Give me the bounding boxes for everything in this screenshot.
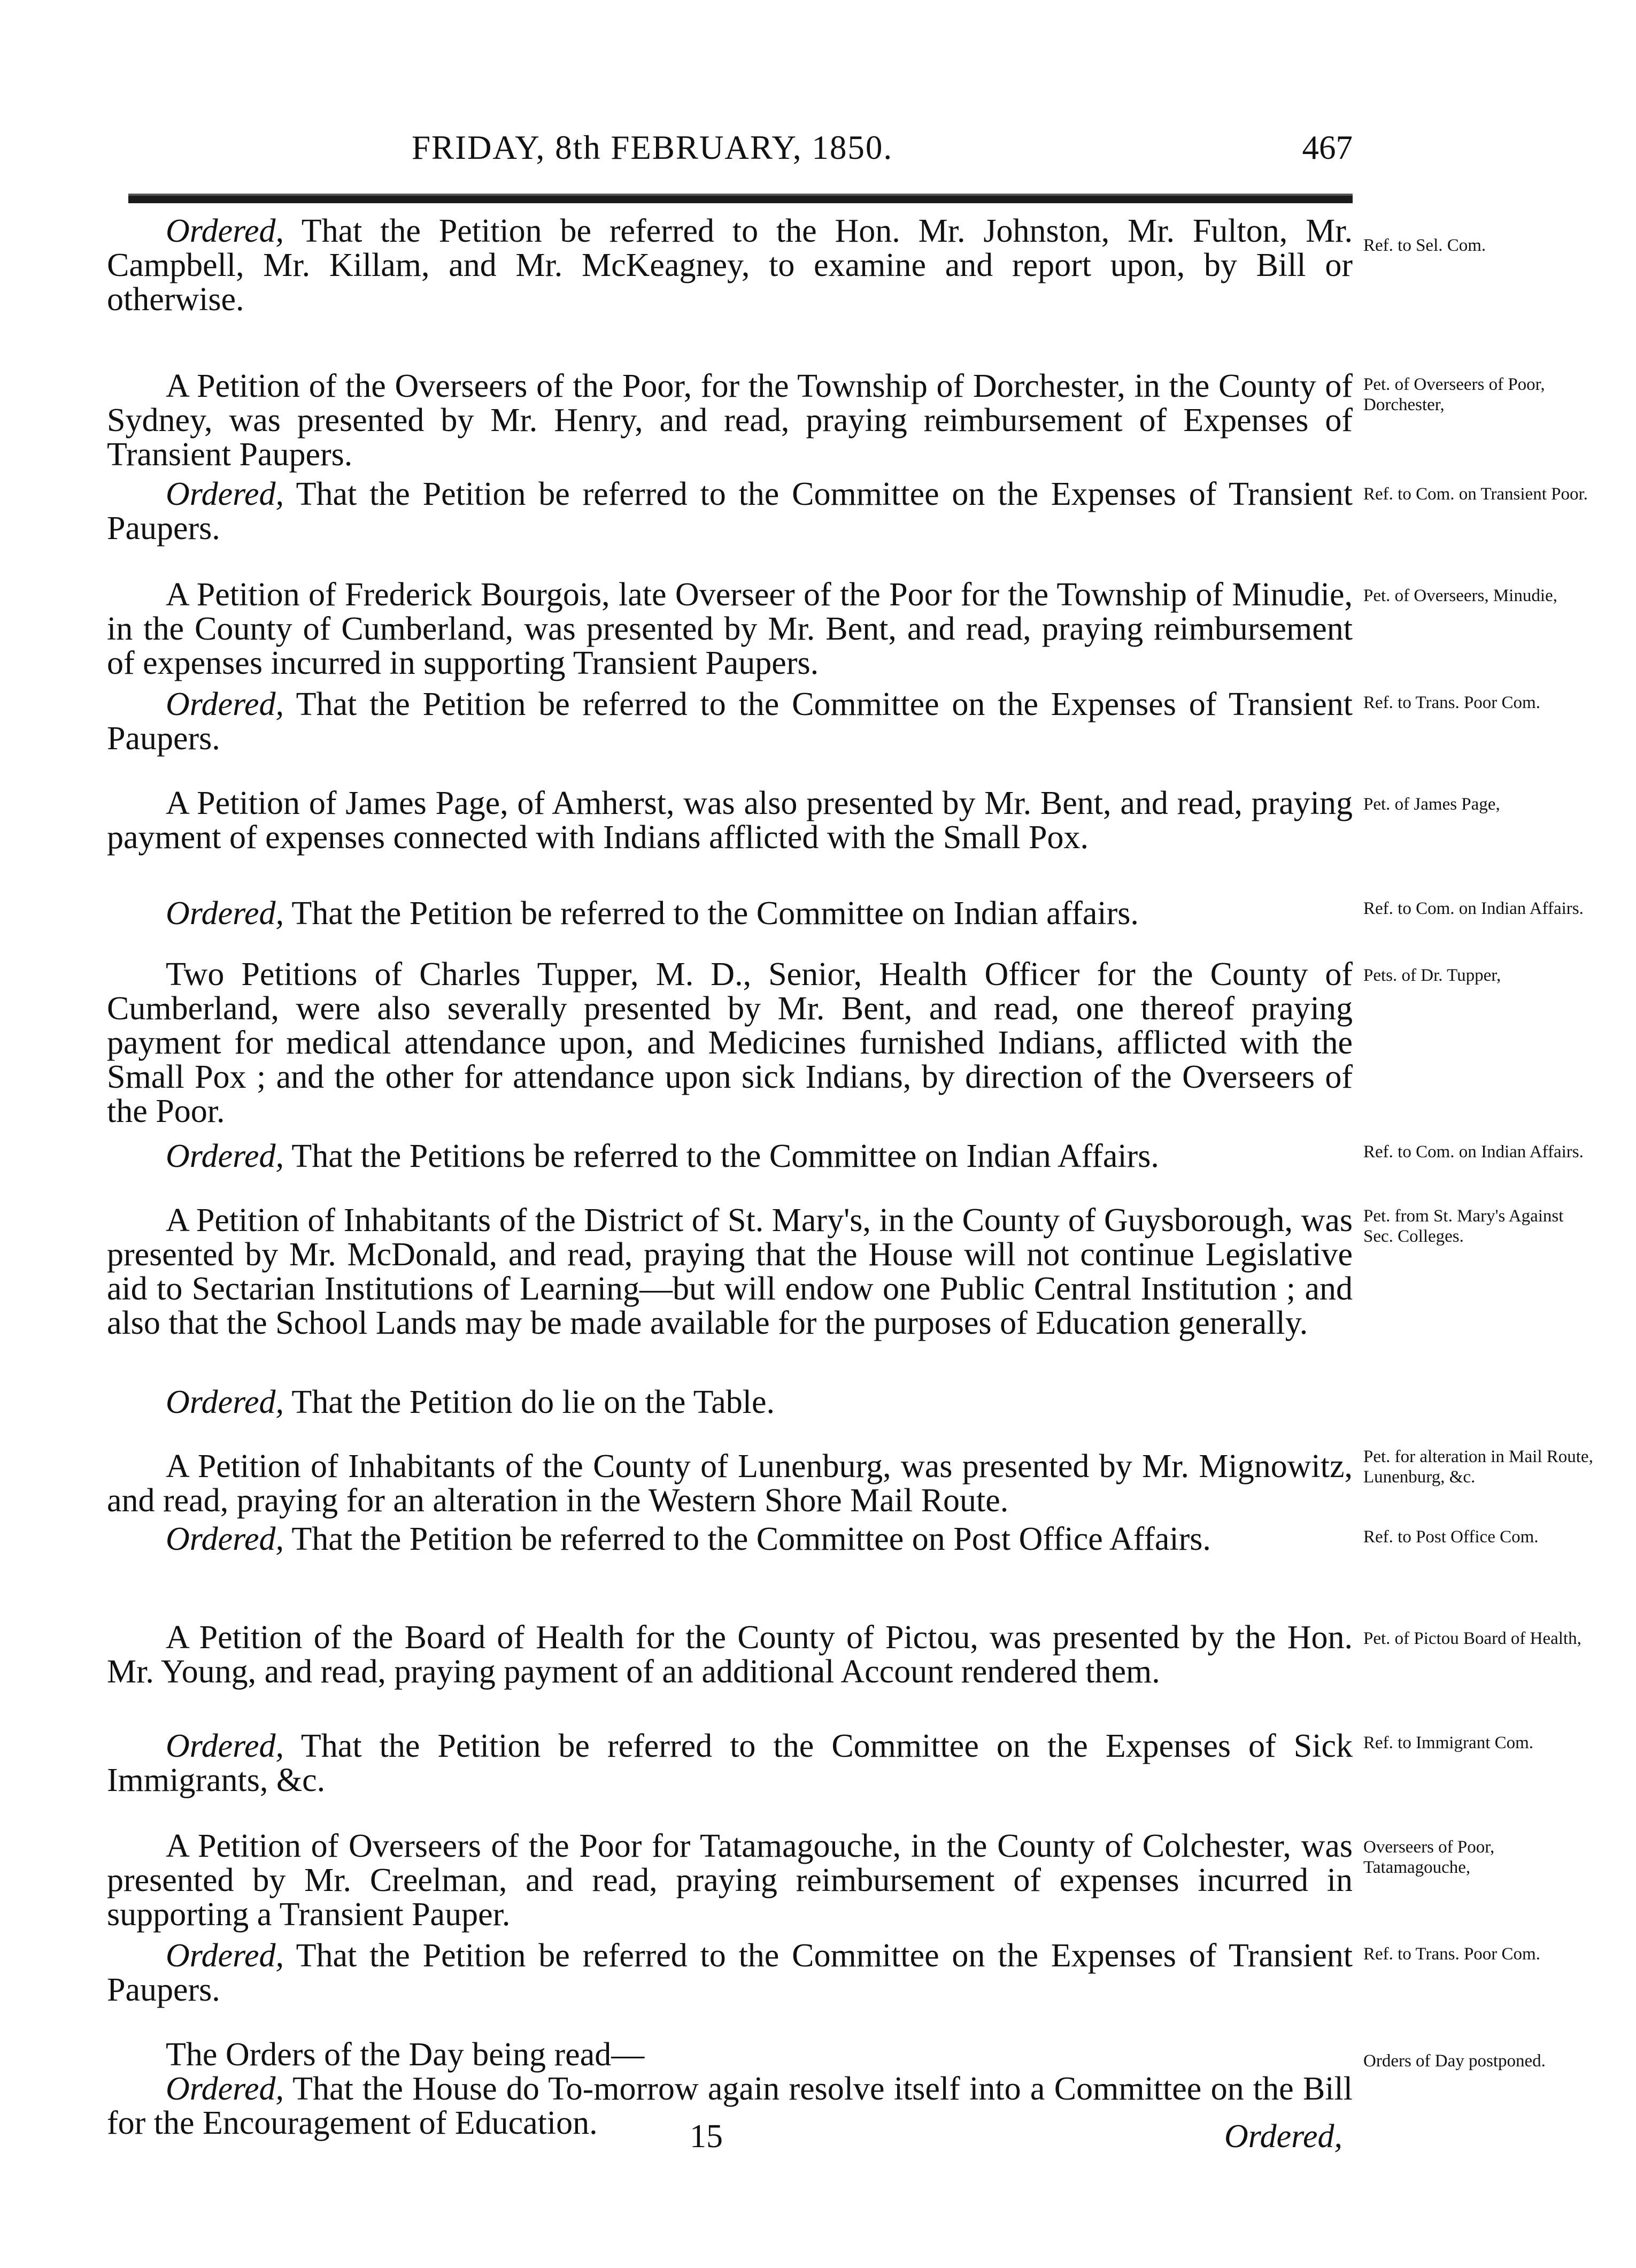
- entry-order-table: [107, 1385, 1353, 1419]
- entry-text: That the Petition be referred to the Committee on the Expenses of Sick Immigrants, &c.: [107, 1728, 1353, 1798]
- margin-note: Ref. to Post Office Com.: [1363, 1527, 1539, 1547]
- entry-order-education-bill: [107, 2072, 1353, 2140]
- margin-note: Pet. for alteration in Mail Route, Lunenburg, &c.: [1363, 1447, 1593, 1487]
- entry-text: A Petition of the Board of Health for the County of Pictou, was presented by the Hon. Mr. Young, and read, praying payment of an additional Account rendered them.: [107, 1619, 1353, 1690]
- entry-petition-lunenburg: [107, 1449, 1353, 1518]
- entry-petition-pictou: [107, 1620, 1353, 1689]
- page-title: FRIDAY, 8th FEBRUARY, 1850.: [412, 129, 893, 166]
- entry-text: A Petition of Inhabitants of the District of St. Mary's, in the County of Guysborough, was presented by Mr. McDonald, and read, praying that the House will not continue Legislative aid to Sectarian Institutions of Learning—but will endow one Public Central Institution ; and also that the School Lands may be made available for the purposes of Education generally.: [107, 1202, 1353, 1341]
- entry-text: That the Petition be referred to the Hon. Mr. Johnston, Mr. Fulton, Mr. Campbell, Mr. Killam, and Mr. McKeagney, to examine and report upon, by Bill or otherwise.: [107, 213, 1353, 318]
- entry-order-post-office: [107, 1522, 1353, 1556]
- entry-text: That the Petition be referred to the Committee on the Expenses of Transient Paupers.: [107, 1938, 1353, 2008]
- margin-note: Ref. to Immigrant Com.: [1363, 1733, 1534, 1752]
- entry-text: The Orders of the Day being read—: [166, 2036, 645, 2073]
- signature-mark: 15: [690, 2118, 723, 2155]
- margin-note: Pet. of James Page,: [1363, 795, 1500, 814]
- margin-note: Pet. of Pictou Board of Health,: [1363, 1629, 1581, 1648]
- entry-text: A Petition of the Overseers of the Poor, for the Township of Dorchester, in the County of Sydney, was presented by Mr. Henry, and read, praying reimbursement of Expenses of Transient Paupers.: [107, 368, 1353, 473]
- entry-petition-tupper: [107, 957, 1353, 1128]
- entry-petition-james-page: [107, 786, 1353, 855]
- entry-petition-minudie: [107, 578, 1353, 680]
- ordered-label: Ordered,: [166, 2071, 284, 2107]
- catchword: Ordered,: [1224, 2118, 1342, 2155]
- entry-text: That the House do To-morrow again resolve itself into a Committee on the Bill for the Encouragement of Education.: [107, 2071, 1353, 2141]
- entry-order-tatamagouche: [107, 1939, 1353, 2007]
- ordered-label: Ordered,: [166, 213, 284, 249]
- margin-note: Overseers of Poor, Tatamagouche,: [1363, 1838, 1495, 1877]
- entry-text: That the Petition be referred to the Committee on Post Office Affairs.: [291, 1521, 1211, 1557]
- entry-text: A Petition of Inhabitants of the County of Lunenburg, was presented by Mr. Mignowitz, and read, praying for an alteration in the Western Shore Mail Route.: [107, 1448, 1353, 1519]
- header-rule: [128, 194, 1353, 203]
- page-header: [112, 128, 1353, 182]
- entry-text: That the Petition be referred to the Committee on the Expenses of Transient Paupers.: [107, 476, 1353, 547]
- entry-order-minudie: [107, 687, 1353, 756]
- entry-text: That the Petition be referred to the Committee on Indian affairs.: [291, 895, 1139, 932]
- entry-order-dorchester: [107, 477, 1353, 545]
- entry-order-tupper: [107, 1139, 1353, 1173]
- margin-note: Ref. to Com. on Transient Poor.: [1363, 485, 1588, 504]
- margin-note: Ref. to Trans. Poor Com.: [1363, 1944, 1540, 1964]
- entry-text: Two Petitions of Charles Tupper, M. D., Senior, Health Officer for the County of Cumberland, were also severally presented by Mr. Bent, and read, one thereof praying payment for medical attendance upon, and Medicines furnished Indians, afflicted with the Small Pox ; and the other for attendance upon sick Indians, by direction of the Overseers of the Poor.: [107, 956, 1353, 1129]
- entry-order-immigrants: [107, 1729, 1353, 1797]
- ordered-label: Ordered,: [166, 1728, 284, 1764]
- entry-petition-dorchester: [107, 369, 1353, 472]
- entry-text: That the Petition be referred to the Committee on the Expenses of Transient Paupers.: [107, 686, 1353, 757]
- ordered-label: Ordered,: [166, 476, 284, 512]
- entry-petition-st-marys: [107, 1203, 1353, 1340]
- entry-order-indian-affairs: [107, 896, 1353, 931]
- entry-text: A Petition of Frederick Bourgois, late Overseer of the Poor for the Township of Minudie, in the County of Cumberland, was presented by Mr. Bent, and read, praying reimbursement of expenses incurred in supporting Transient Paupers.: [107, 576, 1353, 681]
- entry-text: A Petition of Overseers of the Poor for Tatamagouche, in the County of Colchester, was presented by Mr. Creelman, and read, praying reimbursement of expenses incurred in supporting a Transient Pauper.: [107, 1828, 1353, 1933]
- page-number: 467: [1302, 129, 1353, 166]
- entry-petition-tatamagouche: [107, 1829, 1353, 1932]
- margin-note: Ref. to Com. on Indian Affairs.: [1363, 899, 1584, 918]
- ordered-label: Ordered,: [166, 895, 284, 932]
- ordered-label: Ordered,: [166, 686, 284, 722]
- margin-note: Pet. from St. Mary's Against Sec. Colleges.: [1363, 1206, 1564, 1246]
- entry-text: A Petition of James Page, of Amherst, was also presented by Mr. Bent, and read, praying payment of expenses connected with Indians afflicted with the Small Pox.: [107, 785, 1353, 856]
- ordered-label: Ordered,: [166, 1138, 284, 1174]
- margin-note: Ref. to Com. on Indian Affairs.: [1363, 1142, 1584, 1162]
- margin-note: Pets. of Dr. Tupper,: [1363, 966, 1501, 985]
- entry-text: That the Petition do lie on the Table.: [291, 1384, 775, 1420]
- margin-note: Ref. to Trans. Poor Com.: [1363, 693, 1540, 712]
- entry-text: That the Petitions be referred to the Committee on Indian Affairs.: [291, 1138, 1159, 1174]
- margin-note: Pet. of Overseers of Poor, Dorchester,: [1363, 375, 1545, 414]
- margin-note: Ref. to Sel. Com.: [1363, 236, 1486, 255]
- entry-orders-of-day: [107, 2038, 1353, 2072]
- entry-order-select-committee: [107, 214, 1353, 317]
- margin-note: Orders of Day postponed.: [1363, 2051, 1546, 2071]
- ordered-label: Ordered,: [166, 1938, 284, 1974]
- ordered-label: Ordered,: [166, 1521, 284, 1557]
- ordered-label: Ordered,: [166, 1384, 284, 1420]
- margin-note: Pet. of Overseers, Minudie,: [1363, 586, 1557, 605]
